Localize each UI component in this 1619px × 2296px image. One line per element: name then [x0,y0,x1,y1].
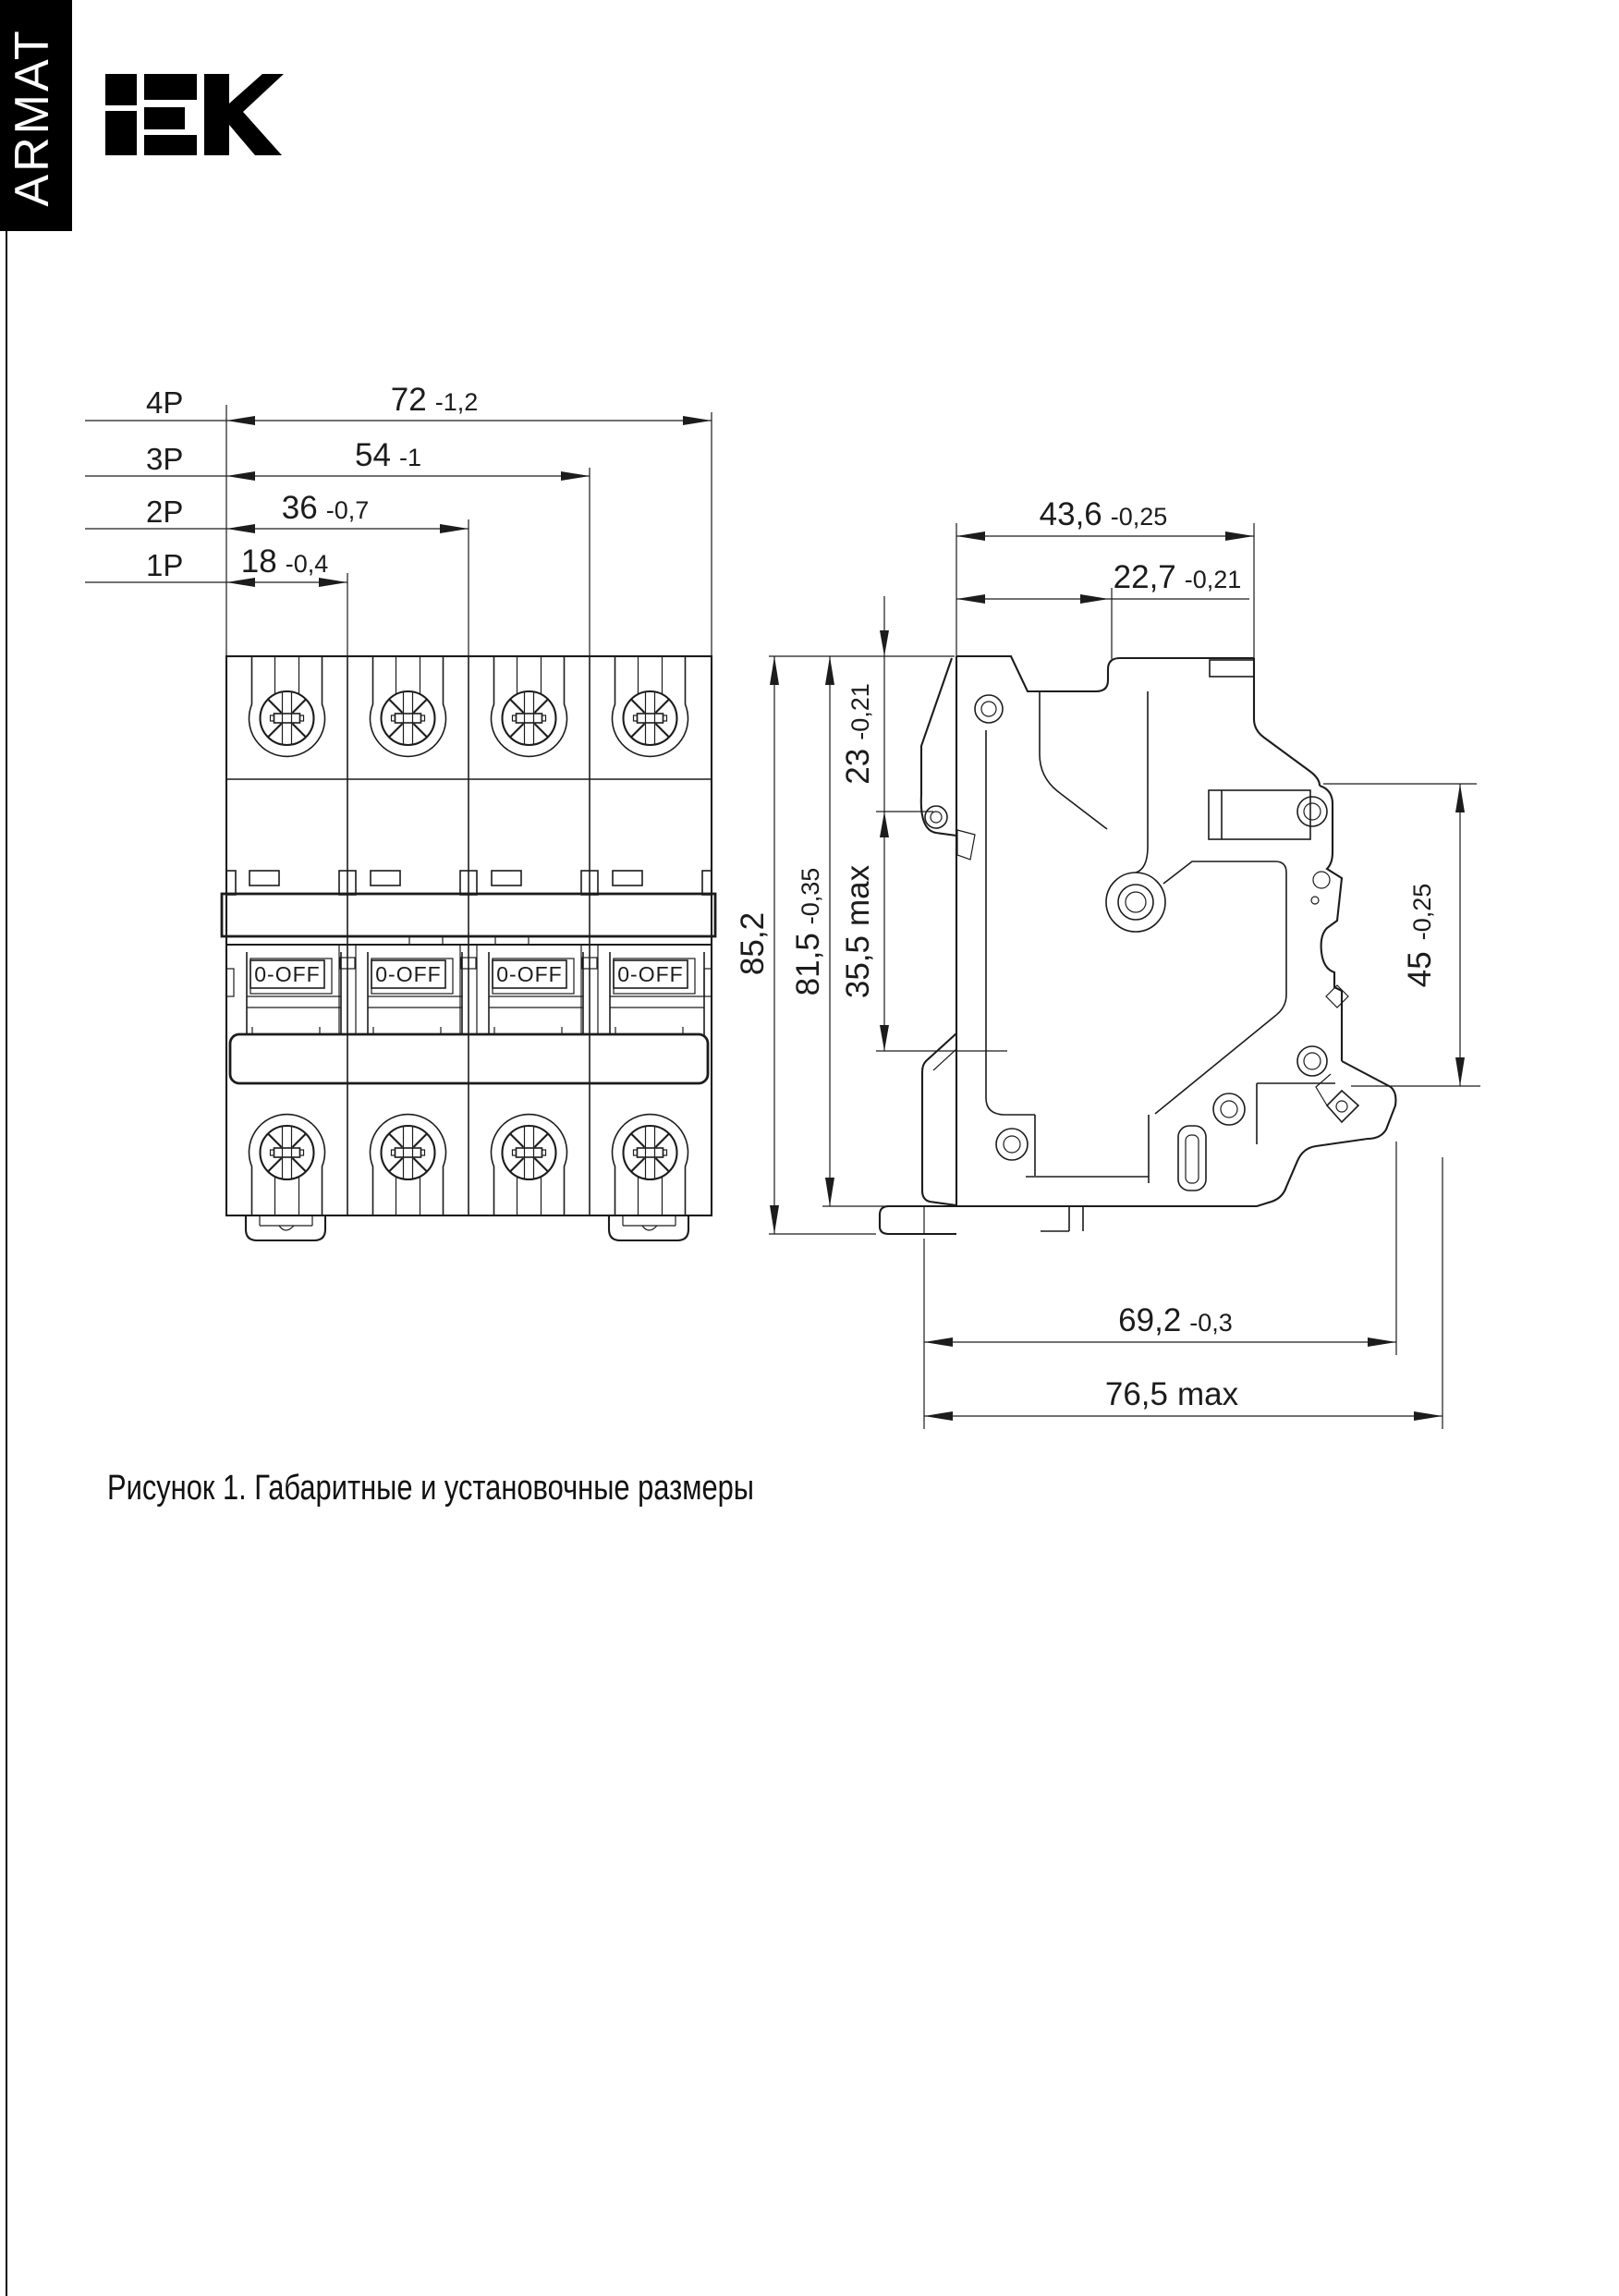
terminal-screw [492,656,567,756]
terminal-screw [250,1115,325,1215]
dim-2p-label: 2P [146,495,184,529]
terminal-screw [613,656,688,756]
terminal-screw [250,656,325,756]
front-view-dimensions [85,382,712,656]
dim-handle-depth-value: 35,5max [840,864,876,999]
inner-contour [986,691,1335,1183]
logo-glyph-i-body [105,111,137,155]
dim-height-body-value: 81,5-0,35 [790,867,826,996]
side-wedge [957,830,975,860]
dim-4p [85,382,712,421]
breaker-handle [247,952,341,1035]
dim-depth-front [840,596,889,1051]
breaker-handle [368,952,462,1035]
iek-logo [105,74,284,155]
figure-caption: Рисунок 1. Габаритные и установочные размеры [107,1469,754,1508]
handle-label: 0-OFF [375,962,442,986]
handle-label: 0-OFF [617,962,684,986]
upper-terminal-block [921,658,956,836]
dim-1p-label: 1P [146,548,184,582]
dim-3p [85,437,590,476]
terminal-screw [371,656,446,756]
din-foot [609,1216,688,1240]
dim-din-height [1402,784,1460,1086]
brand-sidebar-label: ARMAT [6,28,59,207]
logo-glyph-i-dot [105,74,137,105]
dim-height-overall-value: 85,2 [735,911,771,976]
dim-height-body [790,656,830,1206]
bottom-slot [1178,1126,1206,1191]
side-view-outline [956,656,1395,1206]
dim-width-total-value: 43,6 -0,25 [1039,496,1168,532]
terminal-screw [371,1115,446,1215]
dim-3p-value: 54 -1 [355,437,421,473]
handle-label: 0-OFF [496,962,563,986]
handle-label: 0-OFF [254,962,321,986]
armature-window [1209,790,1310,839]
dim-2p-value: 36 -0,7 [281,490,370,526]
dim-1p-value: 18 -0,4 [240,543,329,580]
logo-glyph-k [204,74,284,155]
dim-din-height-value: 45-0,25 [1402,883,1438,988]
dim-width-front-value: 22,7 -0,21 [1113,559,1242,595]
terminal-screw [492,1115,567,1215]
side-din-foot [880,1206,956,1234]
dim-depth-max [924,1376,1442,1416]
logo-glyph-e-mid [144,107,185,129]
side-view-dimensions [735,496,1480,1429]
dim-1p [85,543,347,582]
dim-2p [85,490,469,529]
dim-width-front [956,559,1249,599]
logo-glyph-e-top [144,74,197,100]
breaker-handle [489,952,583,1035]
front-view [222,656,715,1240]
dim-width-total [956,496,1254,536]
breaker-handle [610,952,704,1035]
dim-depth-front-value: 23-0,21 [840,683,876,785]
lower-terminal-block [922,1033,956,1205]
din-clip [1311,872,1358,1122]
dim-depth-max-value: 76,5 max [1104,1376,1239,1412]
dim-depth-body [924,1302,1396,1342]
logo-glyph-e-bottom [144,135,197,155]
dim-3p-label: 3P [146,442,184,476]
din-foot [246,1216,325,1240]
brand-sidebar [0,0,72,231]
top-slot [1210,660,1254,677]
terminal-screw [613,1115,688,1215]
dim-height-overall [735,656,774,1234]
din-channel [1041,1206,1083,1231]
dim-4p-label: 4P [146,385,184,420]
dim-depth-body-value: 69,2 -0,3 [1118,1302,1233,1338]
side-view [880,656,1395,1234]
dim-4p-value: 72 -1,2 [390,382,479,418]
